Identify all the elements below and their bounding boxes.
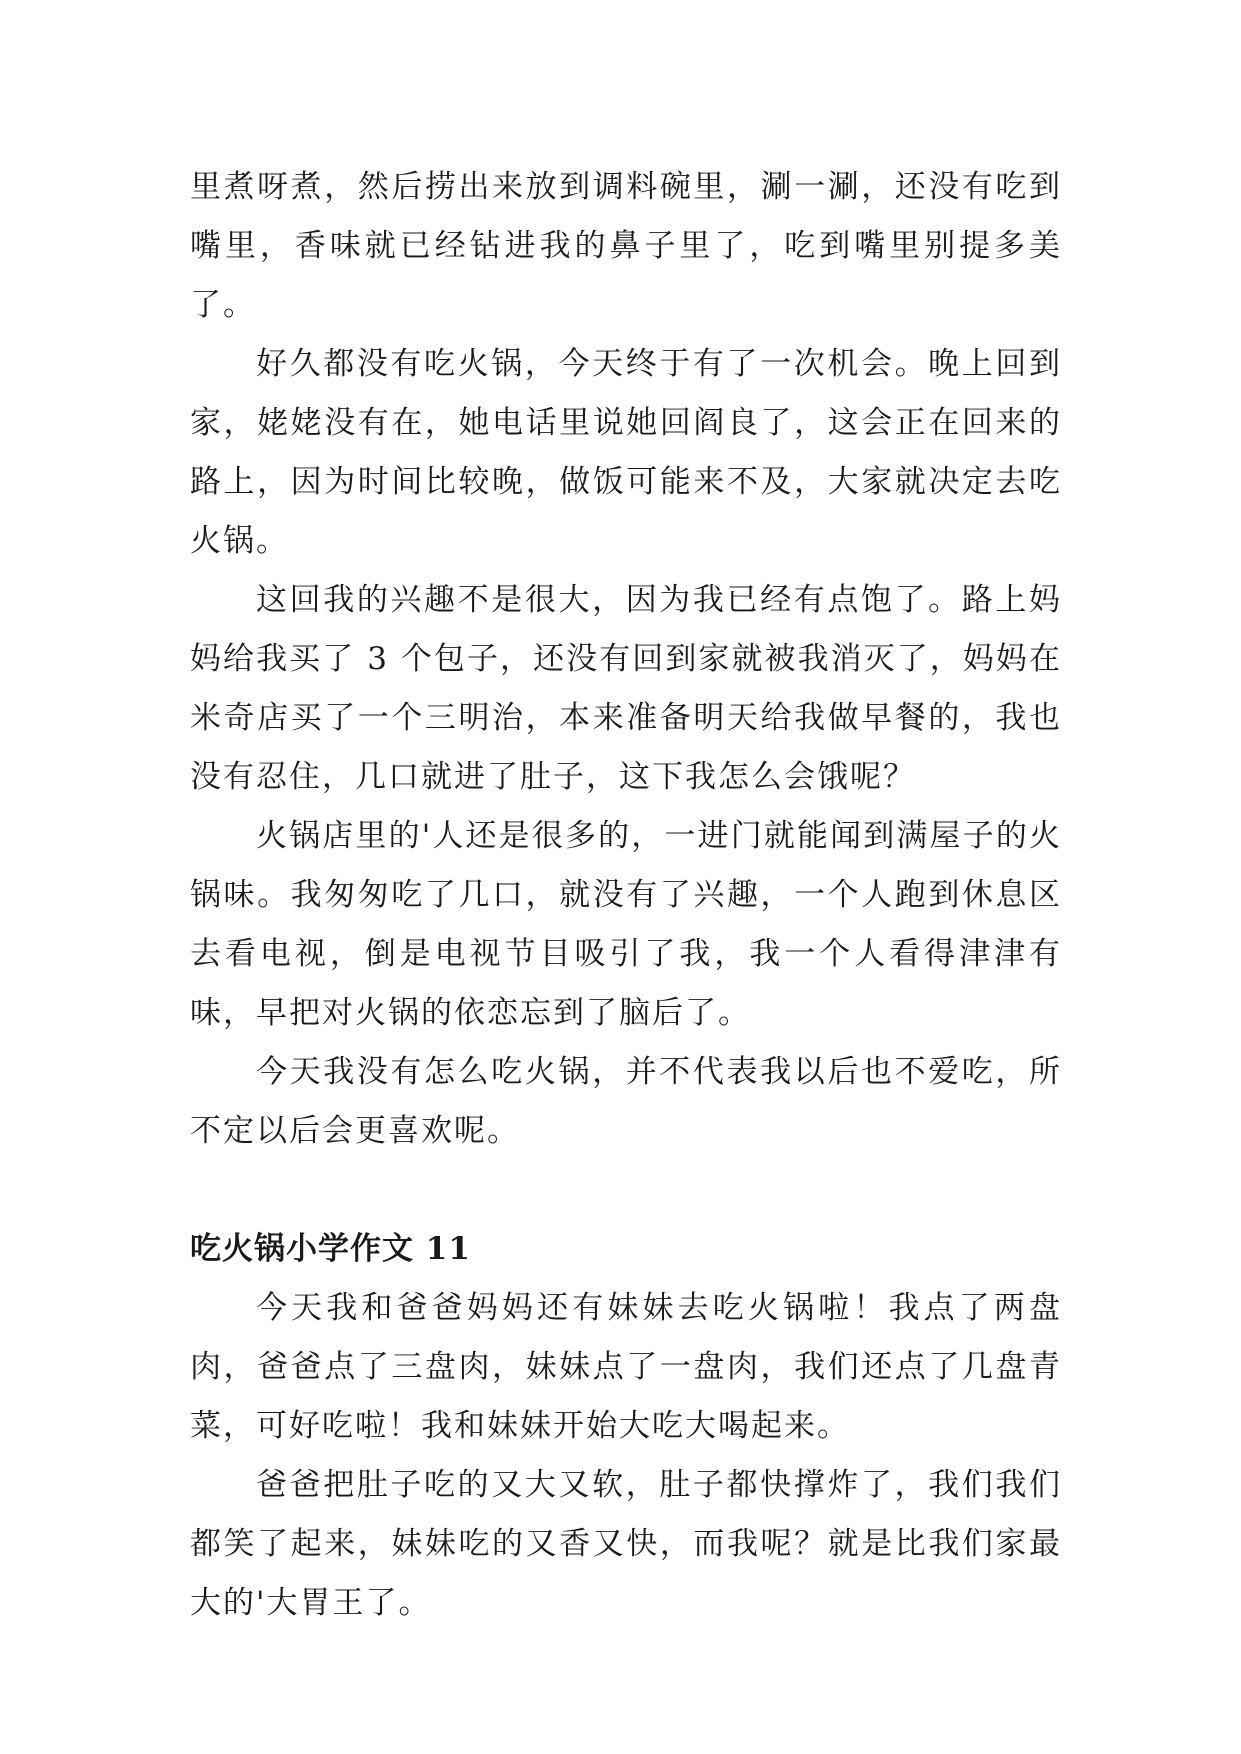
paragraph-4: 火锅店里的'人还是很多的，一进门就能闻到满屋子的火锅味。我匆匆吃了几口，就没有了兴趣，一个人跑到休息区去看电视，倒是电视节目吸引了我，我一个人看得津津有味，早把对火锅的依恋忘到了脑后了。 bbox=[190, 818, 1062, 1031]
section-title: 吃火锅小学作文 11 bbox=[190, 1231, 471, 1267]
paragraph-6: 今天我和爸爸妈妈还有妹妹去吃火锅啦！我点了两盘肉，爸爸点了三盘肉，妹妹点了一盘肉，我们还点了几盘青菜，可好吃啦！我和妹妹开始大吃大喝起来。 bbox=[190, 1290, 1062, 1444]
paragraph-7: 爸爸把肚子吃的又大又软，肚子都快撑炸了，我们我们都笑了起来，妹妹吃的又香又快，而我呢？就是比我们家最大的'大胃王了。 bbox=[190, 1467, 1062, 1621]
section-spacer bbox=[190, 1161, 1062, 1220]
paragraph-2: 好久都没有吃火锅，今天终于有了一次机会。晚上回到家，姥姥没有在，她电话里说她回阎良了，这会正在回来的路上，因为时间比较晚，做饭可能来不及，大家就决定去吃火锅。 bbox=[190, 346, 1062, 559]
document-body bbox=[190, 158, 1062, 1633]
paragraph-1: 里煮呀煮，然后捞出来放到调料碗里，涮一涮，还没有吃到嘴里，香味就已经钻进我的鼻子里了，吃到嘴里别提多美了。 bbox=[190, 169, 1062, 323]
paragraph-5: 今天我没有怎么吃火锅，并不代表我以后也不爱吃，所不定以后会更喜欢呢。 bbox=[190, 1054, 1062, 1149]
paragraph-3: 这回我的兴趣不是很大，因为我已经有点饱了。路上妈妈给我买了 3 个包子，还没有回到家就被我消灭了，妈妈在米奇店买了一个三明治，本来准备明天给我做早餐的，我也没有忍住，几口就进了肚子，这下我怎么会饿呢？ bbox=[190, 582, 1062, 795]
